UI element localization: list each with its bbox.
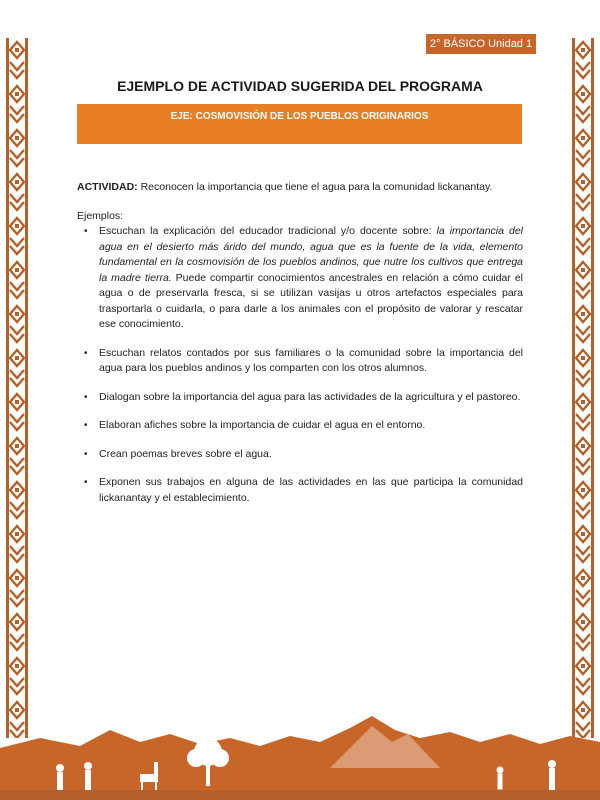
item-3-text: Dialogan sobre la importancia del agua para las actividades de la agricultura y el pastoreo. xyxy=(99,390,521,403)
left-pattern-border xyxy=(6,38,28,738)
item-6-text: Exponen sus trabajos en alguna de las actividades en las que participa la comunidad lickanantay y el establecimiento. xyxy=(99,476,523,504)
eje-banner xyxy=(77,104,522,144)
right-pattern-border xyxy=(572,38,594,738)
list-item xyxy=(77,390,523,406)
actividad-line xyxy=(77,180,523,196)
item-4-text: Elaboran afiches sobre la importancia de cuidar el agua en el entorno. xyxy=(99,419,426,431)
bullet-icon: • xyxy=(84,420,88,431)
list-item xyxy=(77,224,523,333)
item-1-tail: Puede compartir conocimientos ancestrales en relación a cómo cuidar el agua o de preservarla fresca, si se utilizan vasijas u otros artefactos especiales para trasportarla o cuidarla, o para darle a los animales con el propósito de valorar y rescatar ese conocimiento. xyxy=(99,271,523,330)
grade-unit-badge: 2° BÁSICO Unidad 1 xyxy=(426,34,536,54)
list-item xyxy=(77,475,523,506)
activity-content xyxy=(77,180,523,519)
item-1-italic: la importancia del agua en el desierto más árido del mundo, agua que es la fuente de la vida, elemento fundamental en la cosmovisión de los pueblos andinos, que nutre los cultivos que entrega la madre tierra. xyxy=(99,225,523,284)
item-2-text: Escuchan relatos contados por sus familiares o la comunidad sobre la importancia del agua para los pueblos andinos y los comparten con los otros alumnos. xyxy=(99,346,523,374)
ejemplos-label: Ejemplos: xyxy=(77,209,124,222)
actividad-label: ACTIVIDAD: xyxy=(77,181,138,193)
bullet-icon: • xyxy=(84,391,88,403)
bullet-icon: • xyxy=(84,477,88,488)
bullet-icon: • xyxy=(84,347,88,359)
item-5-text: Crean poemas breves sobre el agua. xyxy=(99,447,272,460)
bullet-icon: • xyxy=(84,226,88,237)
item-1-lead: Escuchan la explicación del educador tradicional y/o docente sobre: xyxy=(99,225,437,237)
page-title: EJEMPLO DE ACTIVIDAD SUGERIDA DEL PROGRAMA xyxy=(117,78,483,94)
bullet-icon: • xyxy=(84,448,88,460)
examples-list xyxy=(77,224,523,506)
eje-title: EJE: COSMOVISIÓN DE LOS PUEBLOS ORIGINARIOS xyxy=(170,111,429,122)
andean-landscape-footer xyxy=(0,708,600,800)
list-item xyxy=(77,346,523,377)
list-item xyxy=(77,418,523,434)
actividad-text: Reconocen la importancia que tiene el agua para la comunidad lickanantay. xyxy=(137,181,493,193)
birds-icon xyxy=(300,719,320,728)
list-item xyxy=(77,447,523,463)
